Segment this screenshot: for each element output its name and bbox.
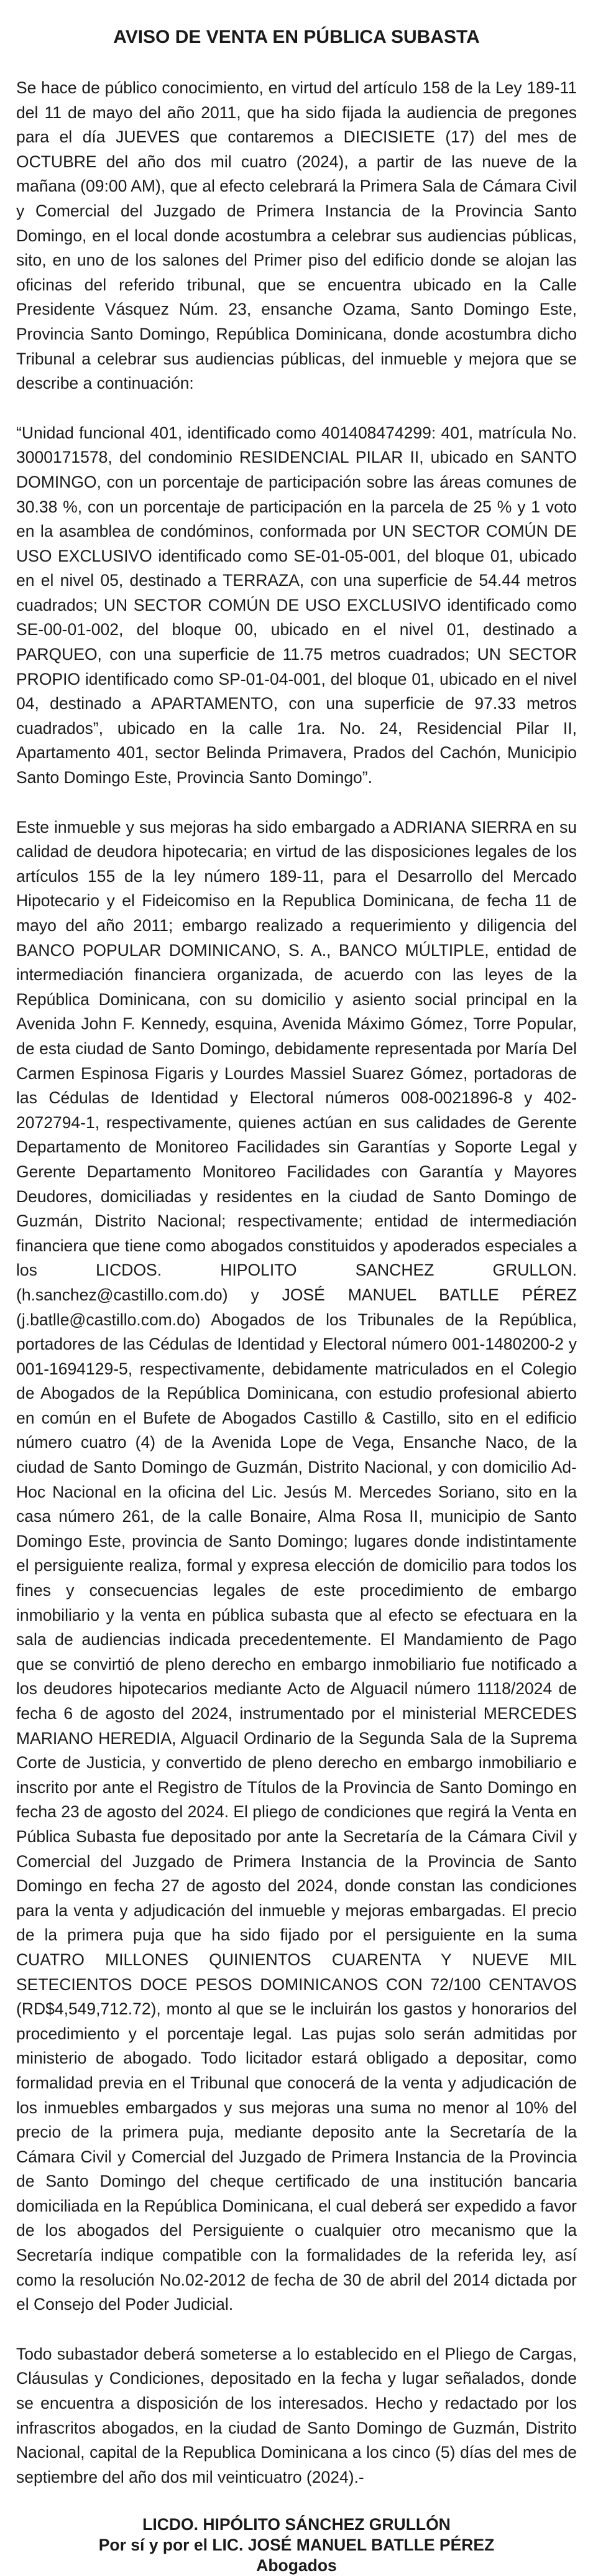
signature-block [16, 2514, 577, 2576]
paragraph-property-description: “Unidad funcional 401, identificado como 401408474299: 401, matrícula No. 3000171578, del condominio RESIDENCIAL PILAR II, ubicado en SANTO DOMINGO, con un porcentaje de participación sobre las áreas comunes de 30.38 %, con un porcentaje de participación en la parcela de 25 % y 1 voto en la asamblea de condóminos, conformada por UN SECTOR COMÚN DE USO EXCLUSIVO identificado como SE-01-05-001, del bloque 01, ubicado en el nivel 05, destinado a TERRAZA, con una superficie de 54.44 metros cuadrados; UN SECTOR COMÚN DE USO EXCLUSIVO identificado como SE-00-01-002, del bloque 00, ubicado en el nivel 01, destinado a PARQUEO, con una superficie de 11.75 metros cuadrados; UN SECTOR PROPIO identificado como SP-01-04-001, del bloque 01, ubicado en el nivel 04, destinado a APARTAMENTO, con una superficie de 97.33 metros cuadrados”, ubicado en la calle 1ra. No. 24, Residencial Pilar II, Apartamento 401, sector Belinda Primavera, Prados del Cachón, Municipio Santo Domingo Este, Provincia Santo Domingo”. [16, 423, 577, 787]
signature-role: Abogados [256, 2556, 337, 2575]
notice-title: AVISO DE VENTA EN PÚBLICA SUBASTA [113, 27, 480, 47]
signature-lawyer-name: LICDO. HIPÓLITO SÁNCHEZ GRULLÓN [142, 2515, 451, 2534]
paragraph-seizure-details: Este inmueble y sus mejoras ha sido embargado a ADRIANA SIERRA en su calidad de deudora hipotecaria; en virtud de las disposiciones legales de los artículos 155 de la ley número 189-11, para el Desarrollo del Mercado Hipotecario y el Fideicomiso en la Republica Dominicana, de fecha 11 de mayo del año 2011; embargo realizado a requerimiento y diligencia del BANCO POPULAR DOMINICANO, S. A., BANCO MÚLTIPLE, entidad de intermediación financiera organizada, de acuerdo con las leyes de la República Dominicana, con su domicilio y asiento social principal en la Avenida John F. Kennedy, esquina, Avenida Máximo Gómez, Torre Popular, de esta ciudad de Santo Domingo, debidamente representada por María Del Carmen Espinosa Figaris y Lourdes Massiel Suarez Gómez, portadoras de las Cédulas de Identidad y Electoral números 008-0021896-8 y 402-2072794-1, respectivamente, quienes actúan en sus calidades de Gerente Departamento de Monitoreo Facilidades sin Garantías y Soporte Legal y Gerente Departamento Monitoreo Facilidades con Garantía y Mayores Deudores, domiciliadas y residentes en la ciudad de Santo Domingo de Guzmán, Distrito Nacional; respectivamente; entidad de intermediación financiera que tiene como abogados constituidos y apoderados especiales a los LICDOS. HIPOLITO SANCHEZ GRULLON. (h.sanchez@castillo.com.do) y JOSÉ MANUEL BATLLE PÉREZ (j.batlle@castillo.com.do) Abogados de los Tribunales de la República, portadores de las Cédulas de Identidad y Electoral número 001-1480200-2 y 001-1694129-5, respectivamente, debidamente matriculados en el Colegio de Abogados de la República Dominicana, con estudio profesional abierto en común en el Bufete de Abogados Castillo & Castillo, sito en el edificio número cuatro (4) de la Avenida Lope de Vega, Ensanche Naco, de la ciudad de Santo Domingo de Guzmán, Distrito Nacional, y con domicilio Ad-Hoc Nacional en la oficina del Lic. Jesús M. Mercedes Soriano, sito en la casa número 261, de la calle Bonaire, Alma Rosa II, municipio de Santo Domingo Este, provincia de Santo Domingo; lugares donde indistintamente el persiguiente realiza, formal y expresa elección de domicilio para todos los fines y consecuencias legales de este procedimiento de embargo inmobiliario y la venta en pública subasta que al efecto se efectuara en la sala de audiencias indicada precedentemente. El Mandamiento de Pago que se convirtió de pleno derecho en embargo inmobiliario fue notificado a los deudores hipotecarios mediante Acto de Alguacil número 1118/2024 de fecha 6 de agosto del 2024, instrumentado por el ministerial MERCEDES MARIANO HEREDIA, Alguacil Ordinario de la Segunda Sala de la Suprema Corte de Justicia, y convertido de pleno derecho en embargo inmobiliario e inscrito por ante el Registro de Títulos de la Provincia de Santo Domingo en fecha 23 de agosto del 2024. El pliego de condiciones que regirá la Venta en Pública Subasta fue depositado por ante la Secretaría de la Cámara Civil y Comercial del Juzgado de Primera Instancia de la Provincia de Santo Domingo en fecha 27 de agosto del 2024, donde constan las condiciones para la venta y adjudicación del inmueble y mejoras embargadas. El precio de la primera puja que ha sido fijado por el persiguiente en la suma CUATRO MILLONES QUINIENTOS CUARENTA Y NUEVE MIL SETECIENTOS DOCE PESOS DOMINICANOS CON 72/100 CENTAVOS (RD$4,549,712.72), monto al que se le incluirán los gastos y honorarios del procedimiento y el porcentaje legal. Las pujas solo serán admitidas por ministerio de abogado. Todo licitador estará obligado a depositar, como formalidad previa en el Tribunal que conocerá de la venta y adjudicación de los inmuebles embargados y sus mejoras una suma no menor al 10% del precio de la primera puja, mediante deposito ante la Secretaría de la Cámara Civil y Comercial del Juzgado de Primera Instancia de la Provincia de Santo Domingo del cheque certificado de una institución bancaria domiciliada en la República Dominicana, el cual deberá ser expedido a favor de los abogados del Persiguiente o cualquier otro mecanismo que la Secretaría indique compatible con la formalidades de la referida ley, así como la resolución No.02-2012 de fecha de 30 de abril del 2014 dictada por el Consejo del Poder Judicial. [16, 817, 577, 2314]
signature-co-lawyer: Por sí y por el LIC. JOSÉ MANUEL BATLLE PÉREZ [98, 2536, 495, 2555]
paragraph-closing-statement: Todo subastador deberá someterse a lo establecido en el Pliego de Cargas, Cláusulas y Condiciones, depositado en la fecha y lugar señalados, donde se encuentra a disposición de los interesados. Hecho y redactado por los infrascritos abogados, en la ciudad de Santo Domingo de Guzmán, Distrito Nacional, capital de la Republica Dominicana a los cinco (5) días del mes de septiembre del año dos mil veinticuatro (2024).- [16, 2344, 577, 2486]
paragraph-hearing-announcement: Se hace de público conocimiento, en virtud del artículo 158 de la Ley 189-11 del 11 de mayo del año 2011, que ha sido fijada la audiencia de pregones para el día JUEVES que contaremos a DIECISIETE (17) del mes de OCTUBRE del año dos mil cuatro (2024), a partir de las nueve de la mañana (09:00 AM), que al efecto celebrará la Primera Sala de Cámara Civil y Comercial del Juzgado de Primera Instancia de la Provincia Santo Domingo, en el local donde acostumbra a celebrar sus audiencias públicas, sito, en uno de los salones del Primer piso del edificio donde se alojan las oficinas del referido tribunal, que se encuentra ubicado en la Calle Presidente Vásquez Núm. 23, ensanche Ozama, Santo Domingo Este, Provincia Santo Domingo, República Dominicana, donde acostumbra dicho Tribunal a celebrar sus audiencias públicas, del inmueble y mejora que se describe a continuación: [16, 78, 577, 393]
